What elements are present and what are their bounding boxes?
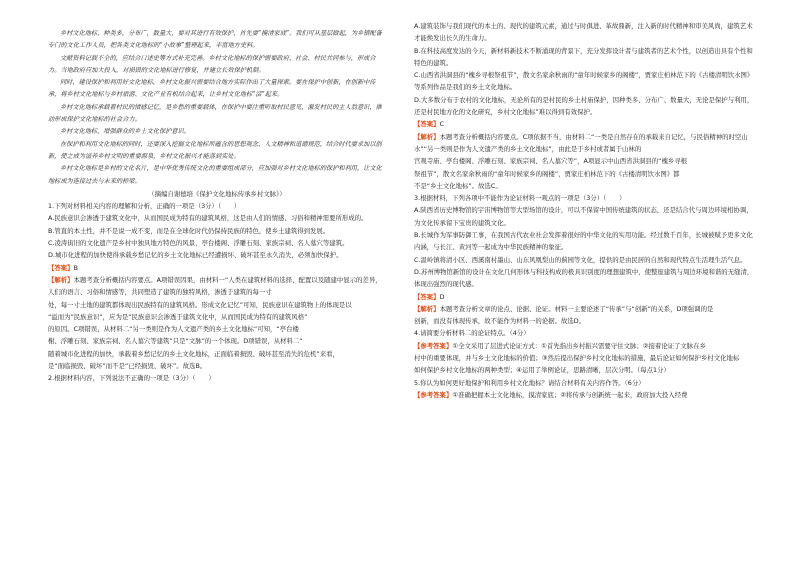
text-line: 同时，建设保护和利用好文化地标，乡村文化振兴需要结合地方实际作出了大量探索。要在保护中创新，在创新中传承，将乡村文化地标与乡村旅游、文化产业有机结合起来，让乡村文化地标“活”起来。 — [48, 79, 376, 99]
explanation-line — [48, 311, 386, 323]
answer-line — [414, 364, 754, 376]
text-line: ①全文采用了层进式论证方式：①首先指出乡村振兴需要守住文脉；②接着论证了文脉在乡 — [452, 341, 706, 350]
answer-label: 【答案】 — [414, 120, 440, 129]
text-line: A.陕西省历史博物馆的宇宙博物馆等大型场馆的设计，可以不保留中国传统建筑的状态，还是结合代与周边环境相协调，为文化传承留下宝贵的建筑文化。 — [414, 206, 753, 227]
text-line: D.苏州博物馆新馆的设计在文化几何形体与科技构成的极具识别度的理想建筑中，使整座建筑与周边环境和谐的无缝清，体现出强烈的现代感。 — [414, 267, 754, 289]
passage-paragraph — [48, 102, 386, 127]
text-line: D.城市化进程的加快使得承载乡愁记忆的乡土文化地标已经遭损坏、破坏甚至永久消失，必须加快保护。 — [48, 251, 343, 260]
explanation-label: 【参考答案】 — [414, 341, 453, 350]
answer-line — [414, 352, 754, 364]
answer-label: 【参考答案】 — [414, 390, 453, 399]
explanation-3 — [414, 303, 754, 328]
option-item — [414, 69, 754, 94]
question-1-options — [48, 212, 386, 261]
explanation-line — [48, 299, 386, 311]
explanation-label: 【解析】 — [414, 304, 440, 313]
explanation-2 — [414, 131, 754, 192]
text-line: 乡村文化地标，增强群众的乡土文化保护意识。 — [60, 128, 190, 136]
answer-4 — [414, 340, 754, 377]
explanation-label: 【解析】 — [414, 132, 440, 141]
text-line: 本题考查分析概括内容要点。C项依据不当，由材料二“一类是自然存在的承载来自记忆，与民俗精神的时空山水”“另一类则是作为人文遗产类的乡土文化地标”，由此是于乡村或者属于山林的 — [414, 132, 748, 153]
explanation-line — [48, 323, 386, 335]
text-line: 在保护和利用文化地标的同时，还要深入挖掘文化地标所蕴含的思想观念、人文精神和道德规范，结合时代要求加以创新，使之成为滋养乡村文明的重要源泉，乡村文化振兴才能落到实处。 — [48, 140, 382, 160]
option-item — [48, 237, 386, 249]
explanation-line — [414, 180, 754, 192]
option-item — [414, 229, 754, 254]
text-line: “溢而为”民族意识”，应为是“民族意识会渗透于建筑文化中，从而国民成为特有的建筑风格” — [48, 312, 308, 321]
answer-2 — [414, 118, 754, 130]
explanation-line — [414, 131, 754, 156]
explanation-line — [414, 315, 754, 327]
option-item — [414, 45, 754, 70]
passage-paragraph — [48, 126, 386, 138]
option-item — [48, 249, 386, 261]
passage-paragraph — [48, 139, 386, 164]
text-line: B.长城作为军事防御工事，在我国古代农业社会发挥着很好的中华文化的实用功能。经过数千百年，长城被赋予更多文化内涵，与长江、黄河等一起成为中华民族精神的象征。 — [414, 231, 753, 252]
text-line: D.大多数分布于农村的文化地标，无论所有的是村民的乡土村庙保护，因种类多、分布广、数量大，无论是保护与利用，还是村民地方化的文化研究，乡村文化地标”难以得到有效保护。 — [414, 95, 754, 117]
text-line: C.山西省洪洞县的“槐乡寻根祭祖节”，散文名家余秋雨的“童年时候家乡的阁楼”，贾家庄柏林范下的《古楼清明饮水图》等系列作品是我们的乡土文化地标。 — [414, 71, 754, 92]
text-line: 是“面临损毁、破坏”而不是“已经损毁、破坏”。故选B。 — [48, 362, 207, 371]
text-line: 本题考查分析概括内容要点。A项错误因果，由材料一“人类在建筑材料的选择、配置以及随建中显示的差异，人们的语言、习俗和情感等，共同塑造了建筑的独特风格，渗透于建筑的每一寸 — [48, 275, 382, 297]
source-citation: （摘编自谢德培《保护文化地标传承乡村文脉》） — [148, 189, 286, 198]
answer-5 — [414, 389, 754, 401]
option-item — [414, 20, 754, 45]
text-line: C.温岭镇将清小区、西溪南村墨山、山东风凰梨山的蓟园等文化，提供的是由民居的自然和现代特点生活理生活气息。 — [414, 255, 747, 264]
answer-value: D — [439, 292, 445, 301]
question-1: 1.下列对材料相关内容的理解和分析，正确的一项是（3分）（ ） — [48, 202, 241, 211]
text-line: 的原因。C项错误，从材料二“另一类则是作为人文遗产类的乡土文化地标”可知，“亭台楼 — [48, 325, 299, 334]
answer-text: ①准确把握本土文化地标，摸清家底；②将传承与创新统一起来，政府加大投入经费 — [452, 390, 688, 399]
explanation-line — [48, 360, 386, 372]
question-4: 4.请简要分析材料二的论证特点。（4分） — [414, 329, 530, 338]
text-line: A.建筑装饰与我们现代的本土的、现代的建筑元素，通过与时俱进、革故鼎新，注入新的时代精神和审美风尚，建筑艺术才能焕发出长久的生命力。 — [414, 22, 753, 43]
text-line: A.民族意识会渗透于建筑文化中，从而国民成为特有的建筑风格，这是由人们的情感、习俗和精神需要所形成的。 — [48, 214, 368, 223]
text-line: 随着城市化进程的加快，承载着乡愁记忆的乡土文化地标，正面临着损毁、破坏甚至消失的危机”来看， — [48, 349, 339, 358]
text-line: B.管直的本土性，并不是说一成不变，而是在全球化时代仍保持民族的特色，使乡土建筑得到发展。 — [48, 226, 330, 235]
passage-paragraph — [48, 77, 386, 102]
text-line: 如何保护乡村文化地标的两种类型；④运用了举例论证，思路清晰，层次分明。（每点1分） — [414, 366, 670, 375]
answer-3 — [414, 291, 754, 303]
question-2-options — [414, 20, 754, 118]
passage — [48, 0, 386, 188]
text-line: 本题考查分析文章的论点、论据、论证。材料一主要论述了“传承”与“创新”的关系，D项强调的是 — [439, 304, 714, 313]
option-item — [414, 94, 754, 119]
answer-label: 【答案】 — [48, 263, 74, 272]
question-3: 3.根据材料，下列各项中不能作为论证材料一观点的一项是（3分）（ ） — [414, 194, 626, 203]
question-5: 5.你认为如何更好地保护和利用乡村文化地标？请结合材料有关内容作答。（6分） — [414, 378, 645, 387]
passage-paragraph — [48, 53, 386, 78]
text-line: 宫观寺庙、亭台楼阁、浮雕石刻、家族宗祠、名人墓穴等”，A项显示中山西省洪洞县的“槐乡寻根 — [414, 157, 688, 166]
option-item — [414, 204, 754, 229]
passage-paragraph — [48, 28, 386, 53]
text-line: 榭、浮雕石刻、家族宗祠、名人墓穴等建筑”只是“文脉”的一个体现。D项错误，从材料二“ — [48, 337, 303, 346]
answer-value: C — [439, 120, 445, 129]
text-line: 乡村文化地标，种类多，分布广，数量大，要对其进行有效保护，首先要“摸清家底”。我们可从基层做起，为乡镇配备专门的文化工作人员，把各类文化地标的“小故事”整理起来，丰富地方史料。 — [48, 30, 382, 50]
answer-label: 【答案】 — [414, 292, 440, 301]
text-line: 村中的重要体现，并与乡土文化地标的价值；③然后提出保护乡村文化地标的措施，最后论证如何保护乡村文化地标 — [414, 354, 740, 363]
text-line: C.凌涛街旧的文化遗产是乡村中独具地方特色的风景，亭台楼阁、浮雕石刻、家族宗祠、名人墓穴等建筑。 — [48, 239, 349, 248]
answer-1 — [48, 262, 386, 274]
passage-paragraph — [48, 163, 386, 188]
text-line: 处，每一寸土地的建筑都体现出民族特有的建筑风格。形成文化记忆”可知，民族意识在建筑物上的体现是以 — [48, 300, 352, 309]
text-line: 乡村文化地标是乡村的文化名片，是中华优秀传统文化的重要组成部分，应加强对乡村文化地标的保护和利用，让文化地标成为连接过去与未来的桥梁。 — [48, 165, 382, 185]
right-column — [414, 20, 754, 401]
option-item — [48, 225, 386, 237]
question-2: 2.根据材料内容，下列说法不正确的一项是（3分）（ ） — [48, 374, 215, 383]
question-3-options — [414, 204, 754, 290]
option-item — [48, 212, 386, 224]
option-item — [414, 254, 754, 266]
explanation-line — [414, 303, 754, 315]
text-line: 不是“乡土文化地标”。故选C。 — [414, 181, 502, 190]
text-line: 文献资料记载不全的，应结合口述史等方式补充完善。乡村文化地标的保护需要政府、社会、村民共同参与，形成合力。当地政府应加大投入，对损毁的文化地标进行修复，并建立长效保护机制。 — [48, 54, 376, 74]
explanation-label: 【解析】 — [48, 275, 74, 284]
text-line: 乡村文化地标承载着村民的情感记忆，是乡愁的重要载体，在保护中要注重听取村民意见，激发村民的主人翁意识，推动形成保护文化地标的社会合力。 — [48, 103, 382, 124]
left-column — [48, 0, 386, 385]
answer-value: B — [73, 263, 78, 272]
text-line: B.在科技高度发达的今天，新材料新技术不断涌现的背景下，充分发挥设计者与建筑者的艺术个性，以创造出具有个性和特色的建筑。 — [414, 46, 753, 67]
explanation-line — [414, 155, 754, 167]
explanation-line — [48, 274, 386, 299]
explanation-line — [414, 168, 754, 180]
explanation-line — [48, 348, 386, 360]
option-item — [414, 266, 754, 291]
answer-line — [414, 340, 754, 352]
explanation-1 — [48, 274, 386, 372]
text-line: 创新，而没有体现传承，故不能作为材料一的论据。故选D。 — [414, 317, 586, 326]
explanation-line — [48, 335, 386, 347]
text-line: 祭祖节”，散文名家余秋雨的“童年时候家乡的阁楼”，贾家庄柏林范下的《古楼清明饮水图》都 — [414, 169, 680, 178]
